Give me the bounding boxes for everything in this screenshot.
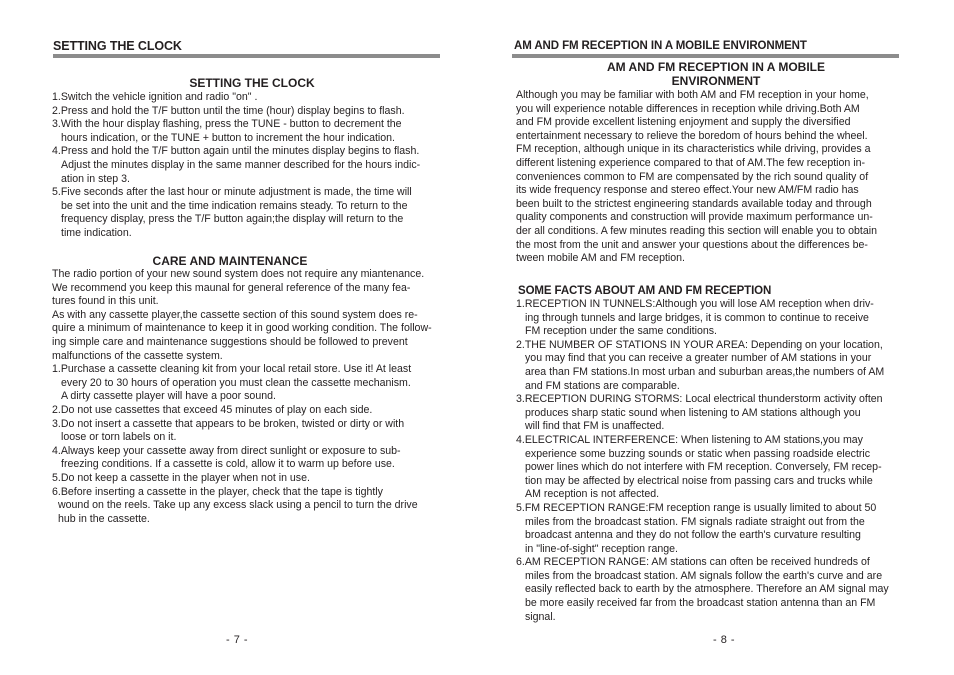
text-line: experience some buzzing sounds or static when passing roadside electric bbox=[525, 447, 871, 460]
text-line: produces sharp static sound when listening to AM stations although you bbox=[525, 406, 861, 419]
text-line: the most from the unit and answer your questions about the differences be- bbox=[516, 238, 868, 251]
page-number: - 7 - bbox=[226, 634, 249, 646]
text-line: We recommend you keep this maunal for general reference of the many fea- bbox=[52, 281, 411, 294]
text-line: Adjust the minutes display in the same manner described for the hours indic- bbox=[61, 158, 421, 171]
text-line: quality components and construction will provide maximum performance un- bbox=[516, 211, 873, 224]
text-line: The radio portion of your new sound system does not require any miantenance. bbox=[52, 268, 425, 280]
clock-instructions bbox=[52, 91, 420, 241]
text-line: miles from the broadcast station. FM signals radiate straight out from the bbox=[525, 515, 865, 528]
text-line: 2.THE NUMBER OF STATIONS IN YOUR AREA: Depending on your location, bbox=[516, 338, 883, 351]
text-line: power lines which do not interfere with FM reception. Conversely, FM recep- bbox=[525, 461, 882, 474]
text-line: freezing conditions. If a cassette is cold, allow it to warm up before use. bbox=[61, 458, 395, 471]
text-line: will find that FM is unaffected. bbox=[525, 420, 665, 433]
text-line: time indication. bbox=[61, 226, 132, 239]
text-line: and FM provide excellent listening enjoyment and supply the diversified bbox=[516, 116, 851, 129]
text-line: 1.RECEPTION IN TUNNELS:Although you will lose AM reception when driv- bbox=[516, 298, 874, 310]
right-header-rule bbox=[512, 54, 899, 58]
text-line: broadcast antenna and they do not follow the earth's curvature resulting bbox=[525, 529, 861, 542]
page-number: - 8 - bbox=[713, 634, 736, 646]
text-line: you may find that you can receive a greater number of AM stations in your bbox=[525, 352, 872, 365]
text-line: be set into the unit and the time indication remains steady. To return to the bbox=[61, 199, 408, 212]
text-line: 5.Five seconds after the last hour or minute adjustment is made, the time will bbox=[52, 186, 412, 199]
text-line: quire a minimum of maintenance to keep it in good working condition. The follow- bbox=[52, 322, 432, 335]
text-line: 5.Do not keep a cassette in the player when not in use. bbox=[52, 471, 310, 484]
text-line: 4.Press and hold the T/F button again until the minutes display begins to flash. bbox=[52, 145, 420, 158]
clock-section-title: SETTING THE CLOCK bbox=[189, 76, 315, 90]
text-line: tion may be affected by electrical noise from passing cars and trucks while bbox=[525, 474, 873, 487]
text-line: A dirty cassette player will have a poor sound. bbox=[61, 390, 276, 403]
text-line: area than FM stations.In most urban and suburban areas,the numbers of AM bbox=[525, 365, 885, 378]
reception-intro bbox=[516, 89, 877, 266]
reception-section-title bbox=[516, 60, 916, 88]
text-line: ing simple care and maintenance suggestions should be followed to prevent bbox=[52, 335, 408, 348]
text-line: ation in step 3. bbox=[61, 172, 130, 185]
text-line: signal. bbox=[525, 610, 556, 623]
text-line: miles from the broadcast station. AM signals follow the earth's curve and are bbox=[525, 569, 883, 582]
text-line: 4.Always keep your cassette away from direct sunlight or exposure to sub- bbox=[52, 444, 401, 457]
text-line: frequency display, press the T/F button again;the display will return to the bbox=[61, 213, 404, 226]
text-line: entertainment necessary to relieve the boredom of hours behind the wheel. bbox=[516, 129, 868, 142]
text-line: 3.Do not insert a cassette that appears to be broken, twisted or dirty or with bbox=[52, 417, 405, 430]
text-line: 2.Do not use cassettes that exceed 45 minutes of play on each side. bbox=[52, 403, 373, 416]
care-section-title: CARE AND MAINTENANCE bbox=[152, 254, 308, 268]
text-line: 1.Purchase a cassette cleaning kit from your local retail store. Use it! At least bbox=[52, 363, 412, 376]
text-line: 3.RECEPTION DURING STORMS: Local electrical thunderstorm activity often bbox=[516, 393, 883, 406]
care-instructions bbox=[52, 268, 432, 526]
text-line: 4.ELECTRICAL INTERFERENCE: When listening to AM stations,you may bbox=[516, 433, 863, 446]
reception-title-line: AM AND FM RECEPTION IN A MOBILE bbox=[607, 60, 825, 74]
text-line: FM reception, although unique in its characteristics while driving, provides a bbox=[516, 143, 871, 156]
text-line: tween mobile AM and FM reception. bbox=[516, 252, 685, 265]
text-line: ing through tunnels and large bridges, it is common to continue to receive bbox=[525, 311, 869, 324]
facts-section-title: SOME FACTS ABOUT AM AND FM RECEPTION bbox=[518, 285, 772, 297]
text-line: Although you may be familiar with both AM and FM reception in your home, bbox=[516, 89, 869, 101]
left-header: SETTING THE CLOCK bbox=[53, 39, 182, 53]
text-line: AM reception is not affected. bbox=[525, 488, 660, 501]
text-line: be more easily received far from the broadcast station antenna than an FM bbox=[525, 597, 876, 610]
text-line: hours indication, or the TUNE + button to increment the hour indication. bbox=[61, 131, 395, 144]
right-page bbox=[477, 0, 954, 675]
text-line: loose or torn labels on it. bbox=[61, 431, 177, 444]
text-line: 5.FM RECEPTION RANGE:FM reception range is usually limited to about 50 bbox=[516, 501, 877, 514]
text-line: easily reflected back to earth by the atmosphere. Therefore an AM signal may bbox=[525, 583, 889, 596]
text-line: different listening experience compared to that of AM.The few reception in- bbox=[516, 156, 866, 169]
text-line: in "line-of-sight" reception range. bbox=[525, 542, 678, 555]
text-line: hub in the cassette. bbox=[58, 512, 150, 525]
right-header: AM AND FM RECEPTION IN A MOBILE ENVIRONMENT bbox=[514, 40, 807, 52]
text-line: FM reception under the same conditions. bbox=[525, 325, 717, 338]
text-line: wound on the reels. Take up any excess slack using a pencil to turn the drive bbox=[58, 499, 418, 512]
text-line: every 20 to 30 hours of operation you must clean the cassette mechanism. bbox=[61, 376, 411, 389]
text-line: its wide frequency response and stereo effect.Your new AM/FM radio has bbox=[516, 184, 859, 197]
text-line: you will experience notable differences in reception while driving.Both AM bbox=[516, 102, 860, 115]
text-line: 3.With the hour display flashing, press the TUNE - button to decrement the bbox=[52, 118, 402, 131]
text-line: conveniences common to FM are compensated by the rich sound quality of bbox=[516, 170, 869, 183]
text-line: 6.Before inserting a cassette in the player, check that the tape is tightly bbox=[52, 485, 383, 498]
text-line: 1.Switch the vehicle ignition and radio "on" . bbox=[52, 91, 258, 103]
text-line: malfunctions of the cassette system. bbox=[52, 349, 223, 362]
text-line: 6.AM RECEPTION RANGE: AM stations can often be received hundreds of bbox=[516, 556, 870, 569]
text-line: been built to the strictest engineering standards available today and through bbox=[516, 197, 872, 210]
text-line: 2.Press and hold the T/F button until the time (hour) display begins to flash. bbox=[52, 104, 405, 117]
text-line: and FM stations are comparable. bbox=[525, 379, 680, 392]
left-header-rule bbox=[53, 54, 440, 58]
text-line: tures found in this unit. bbox=[52, 295, 159, 308]
text-line: der all conditions. A few minutes reading this section will enable you to obtain bbox=[516, 224, 877, 237]
reception-facts bbox=[516, 298, 889, 624]
text-line: As with any cassette player,the cassette section of this sound system does re- bbox=[52, 308, 418, 321]
reception-title-line: ENVIRONMENT bbox=[671, 74, 761, 88]
